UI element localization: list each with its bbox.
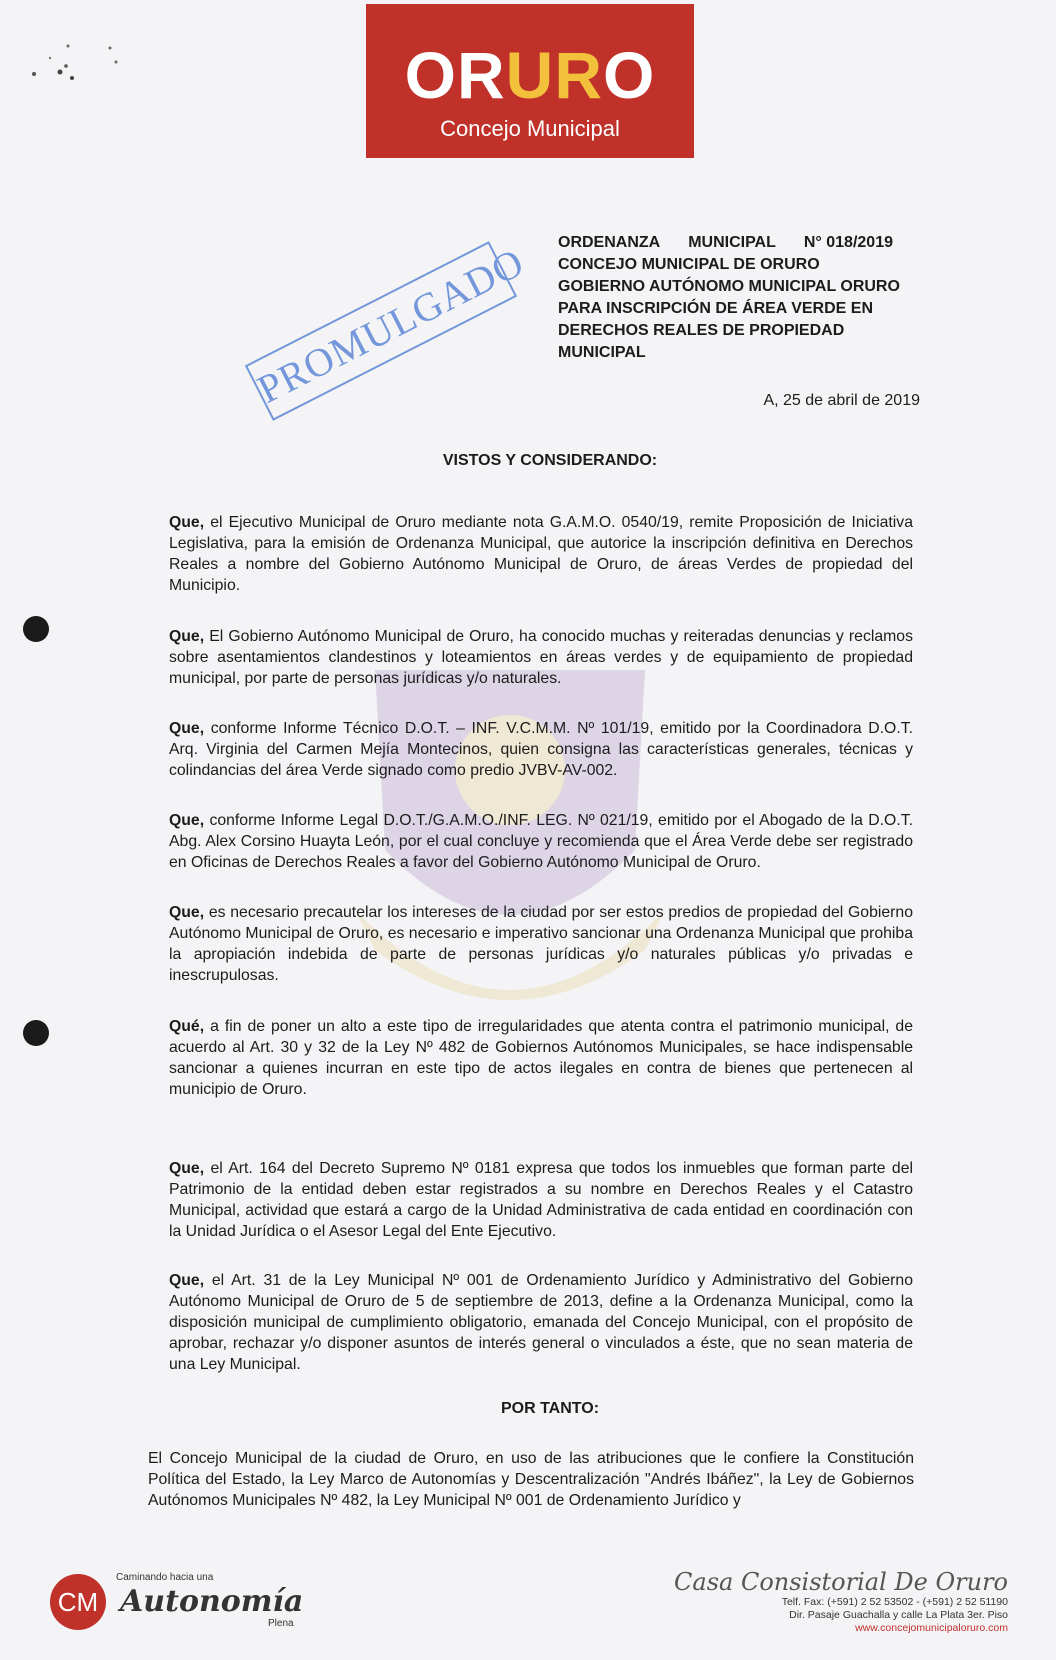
considerando-paragraph: Que, conforme Informe Legal D.O.T./G.A.M.O./INF. LEG. Nº 021/19, emitido por el Abogado de la D.O.T. Abg. Alex Corsino Huayta León, por el cual concluye y recomienda que el Área Verde debe ser registrado en Oficinas de Derechos Reales a favor del Gobierno Autónomo Municipal de Oruro. [169,812,913,871]
considerando-paragraph: Que, el Art. 164 del Decreto Supremo Nº 0181 expresa que todos los inmuebles que forman parte del Patrimonio de la entidad deben estar registrados a su nombre en Derechos Reales y el Catastro Municipal, actividad que estará a cargo de la Unidad Administrativa de cada entidad en coordinación con la Unidad Jurídica o el Asesor Legal del Ente Ejecutivo. [169,1160,913,1240]
title-line-4: PARA INSCRIPCIÓN DE ÁREA VERDE EN [558,300,873,317]
title-line-3: GOBIERNO AUTÓNOMO MUNICIPAL ORURO [558,278,900,295]
punch-hole-bottom [23,1020,49,1046]
final-paragraph: El Concejo Municipal de la ciudad de Oruro, en uso de las atribuciones que le confiere la Constitución Política del Estado, la Ley Marco de Autonomías y Descentralización "Andrés Ibáñez", la Ley de Gobiernos Autónomos Municipales Nº 482, la Ley Municipal Nº 001 de Ordenamiento Jurídico y [148,1450,914,1509]
considerando-paragraph: Que, es necesario precautelar los intereses de la ciudad por ser estos predios de propiedad del Gobierno Autónomo Municipal de Oruro, es necesario e imperativo sancionar una Ordenanza Municipal que prohiba la apropiación indebida de parte de personas jurídicas y/o naturales públicas y/o privadas e inescrupulosas. [169,904,913,984]
autonomia-footer-logo [50,1572,310,1632]
logo-subtitle: Concejo Municipal [440,116,620,141]
concejo-logo [366,4,694,158]
address-line: Dir. Pasaje Guachalla y calle La Plata 3er. Piso [789,1609,1008,1621]
ordinance-title [558,232,918,364]
vistos-heading: VISTOS Y CONSIDERANDO: [442,452,658,469]
promulgado-stamp: PROMULGADO [245,241,517,421]
casa-consistorial-signature: Casa Consistorial De Oruro [674,1568,1008,1596]
considerando-paragraph: Que, el Ejecutivo Municipal de Oruro mediante nota G.A.M.O. 0540/19, remite Proposición de Iniciativa Legislativa, para la emisión de Ordenanza Municipal, que autorice la inscripción definitiva en Derechos Reales a nombre del Gobierno Autónomo Municipal de Oruro, de áreas Verdes de propiedad del Municipio. [169,514,913,594]
tagline: Caminando hacia una [116,1572,214,1583]
logo-word: ORURO [404,38,656,112]
por-tanto-heading: POR TANTO: [500,1400,600,1417]
considerando-paragraph: Que, el Art. 31 de la Ley Municipal Nº 001 de Ordenamiento Jurídico y Administrativo del Gobierno Autónomo Municipal de Oruro de 5 de septiembre de 2013, define a la Ordenanza Municipal, como la disposición municipal de cumplimiento obligatorio, emanada del Concejo Municipal, con el propósito de aprobar, rechazar y/o disponer asuntos de interés general o vinculados a éste, que no sean materia de una Ley Municipal. [169,1272,913,1373]
phone-line: Telf. Fax: (+591) 2 52 53502 - (+591) 2 52 51190 [781,1596,1008,1608]
title-line-2: CONCEJO MUNICIPAL DE ORURO [558,256,820,273]
casa-consistorial-footer [640,1568,1008,1635]
title-line-5: DERECHOS REALES DE PROPIEDAD [558,322,845,339]
considerando-paragraph: Qué, a fin de poner un alto a este tipo de irregularidades que atenta contra el patrimonio municipal, de acuerdo al Art. 30 y 32 de la Ley Nº 482 de Gobiernos Autónomos Municipales, se hace indispensable sancionar a quienes incurran en este tipo de actos ilegales en contra de bienes que pertenecen al municipio de Oruro. [169,1018,913,1098]
cm-badge: CM [50,1574,106,1630]
plena-label: Plena [268,1618,294,1629]
considerando-paragraph: Que, El Gobierno Autónomo Municipal de Oruro, ha conocido muchas y reiteradas denuncias y reclamos sobre asentamientos clandestinos y loteamientos en áreas verdes y de equipamiento de propiedad municipal, por parte de personas jurídicas y/o naturales. [169,628,913,687]
website-link[interactable]: www.concejomunicipaloruro.com [855,1622,1008,1634]
punch-hole-top [23,616,49,642]
autonomia-script: Autonomía [120,1584,304,1619]
title-line-6: MUNICIPAL [558,344,646,361]
document-date: A, 25 de abril de 2019 [763,392,920,409]
considerando-paragraph: Que, conforme Informe Técnico D.O.T. – INF. V.C.M.M. Nº 101/19, emitido por la Coordinadora D.O.T. Arq. Virginia del Carmen Mejía Montecinos, quien consigna las características generales, técnicas y colindancias del área Verde signado como predio JVBV-AV-002. [169,720,913,779]
scan-specks [20,40,130,90]
title-line-1: ORDENANZA MUNICIPAL N° 018/2019 [558,234,893,251]
